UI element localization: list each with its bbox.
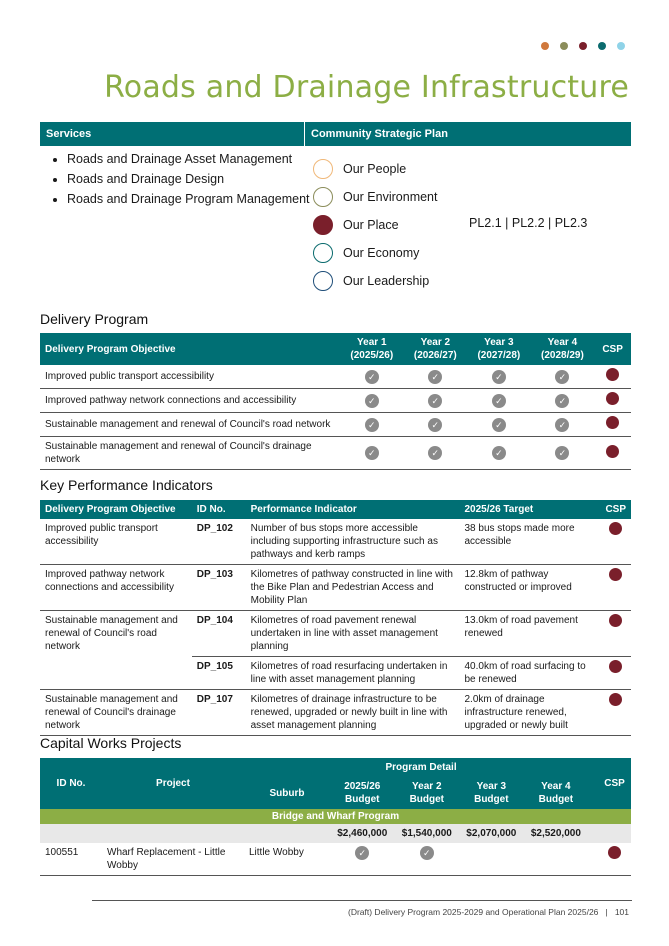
target-cell: 40.0km of road surfacing to be renewed — [459, 657, 600, 690]
csp-place-icon — [606, 416, 619, 429]
id-cell: DP_102 — [192, 519, 246, 565]
capital-title: Capital Works Projects — [40, 735, 182, 751]
col-y4: Year 4 (2028/29) — [531, 333, 595, 365]
page-title: Roads and Drainage Infrastructure — [104, 70, 629, 105]
table-row — [40, 611, 631, 657]
col-budget-4: Year 4 Budget — [524, 777, 589, 809]
total-cell: $2,070,000 — [466, 828, 517, 839]
indicator-cell: Kilometres of drainage infrastructure to be renewed, upgraded or newly built in line with asset management planning — [246, 690, 460, 736]
col-csp: CSP — [600, 500, 631, 519]
service-item: • Roads and Drainage Design — [67, 170, 312, 189]
col-csp: CSP — [594, 333, 631, 365]
page-number: 101 — [614, 907, 629, 917]
footer — [348, 907, 629, 917]
table-row — [40, 437, 631, 470]
csp-item — [313, 267, 437, 295]
csp-place-icon — [609, 522, 622, 535]
id-cell: DP_105 — [192, 657, 246, 690]
target-cell: 12.8km of pathway constructed or improved — [459, 565, 600, 611]
col-objective: Delivery Program Objective — [40, 333, 340, 365]
indicator-cell: Kilometres of pathway constructed in line with the Bike Plan and Pedestrian Access and Mobility Plan — [246, 565, 460, 611]
decor-dot — [617, 42, 625, 50]
objective-cell: Improved public transport accessibility — [40, 365, 340, 389]
objective-cell: Sustainable management and renewal of Council's road network — [40, 413, 340, 437]
check-icon: ✓ — [365, 370, 379, 384]
objective-cell: Improved public transport accessibility — [40, 519, 192, 565]
csp-place-icon — [609, 693, 622, 706]
col-indicator: Performance Indicator — [246, 500, 460, 519]
table-row — [40, 690, 631, 736]
table-row — [40, 413, 631, 437]
group-header: Bridge and Wharf Program — [40, 809, 631, 824]
check-icon: ✓ — [420, 846, 434, 860]
csp-circle-icon — [313, 159, 333, 179]
target-cell: 13.0km of road pavement renewed — [459, 611, 600, 657]
suburb-cell: Little Wobby — [244, 843, 330, 876]
col-suburb: Suburb — [244, 777, 330, 809]
csp-label: Our Environment — [343, 190, 438, 204]
csp-header: Community Strategic Plan — [311, 128, 448, 140]
csp-label: Our Leadership — [343, 274, 430, 288]
csp-place-icon — [608, 846, 621, 859]
id-cell: 100551 — [40, 843, 102, 876]
check-icon: ✓ — [365, 418, 379, 432]
program-detail-header: Program Detail — [244, 758, 598, 777]
col-id: ID No. — [192, 500, 246, 519]
decor-dot — [579, 42, 587, 50]
services-header: Services — [40, 122, 305, 146]
indicator-cell: Kilometres of road pavement renewal undertaken in line with asset management planning — [246, 611, 460, 657]
csp-place-icon — [609, 568, 622, 581]
check-icon: ✓ — [428, 418, 442, 432]
kpi-title: Key Performance Indicators — [40, 477, 213, 493]
footer-divider — [92, 900, 632, 901]
col-csp: CSP — [598, 758, 631, 809]
indicator-cell: Number of bus stops more accessible including supporting infrastructure such as pathways and kerb ramps — [246, 519, 460, 565]
csp-label: Our People — [343, 162, 407, 176]
decor-dot — [598, 42, 606, 50]
objective-cell: Sustainable management and renewal of Council's road network — [40, 611, 192, 690]
capital-table — [40, 758, 631, 876]
check-icon: ✓ — [555, 394, 569, 408]
table-row — [40, 519, 631, 565]
table-row — [40, 389, 631, 413]
total-cell: $2,460,000 — [337, 828, 388, 839]
total-cell: $1,540,000 — [401, 828, 452, 839]
csp-place-icon — [606, 368, 619, 381]
csp-place-icon — [606, 445, 619, 458]
decor-dot — [541, 42, 549, 50]
indicator-cell: Kilometres of road resurfacing undertaken in line with asset management planning — [246, 657, 460, 690]
csp-list — [313, 155, 437, 295]
service-item: • Roads and Drainage Asset Management — [67, 150, 312, 169]
objective-cell: Sustainable management and renewal of Council's drainage network — [40, 437, 340, 470]
objective-cell: Improved pathway network connections and accessibility — [40, 389, 340, 413]
csp-place-icon — [606, 392, 619, 405]
csp-label: Our Place — [343, 218, 399, 232]
check-icon: ✓ — [492, 394, 506, 408]
csp-place-icon — [609, 614, 622, 627]
check-icon: ✓ — [428, 370, 442, 384]
totals-row — [40, 824, 631, 843]
check-icon: ✓ — [428, 394, 442, 408]
col-budget-3: Year 3 Budget — [459, 777, 524, 809]
project-cell: Wharf Replacement - Little Wobby — [102, 843, 244, 876]
col-y2: Year 2 (2026/27) — [404, 333, 468, 365]
csp-place-icon — [609, 660, 622, 673]
csp-item — [313, 183, 437, 211]
footer-text: (Draft) Delivery Program 2025-2029 and Operational Plan 2025/26 — [347, 907, 599, 917]
csp-circle-icon — [313, 271, 333, 291]
footer-sep: | — [605, 907, 608, 917]
check-icon: ✓ — [555, 446, 569, 460]
col-objective: Delivery Program Objective — [40, 500, 192, 519]
check-icon: ✓ — [365, 446, 379, 460]
services-list — [45, 150, 312, 210]
kpi-table — [40, 500, 631, 736]
table-row — [40, 565, 631, 611]
decorative-dots — [541, 42, 625, 50]
col-y1: Year 1 (2025/26) — [340, 333, 404, 365]
delivery-title: Delivery Program — [40, 311, 149, 327]
csp-item — [313, 155, 437, 183]
col-project: Project — [102, 758, 244, 809]
place-refs: PL2.1 | PL2.2 | PL2.3 — [469, 216, 588, 230]
table-row — [40, 843, 631, 876]
csp-item — [313, 239, 437, 267]
check-icon: ✓ — [355, 846, 369, 860]
check-icon: ✓ — [428, 446, 442, 460]
check-icon: ✓ — [492, 370, 506, 384]
delivery-table — [40, 333, 631, 470]
col-id: ID No. — [40, 758, 102, 809]
id-cell: DP_107 — [192, 690, 246, 736]
target-cell: 2.0km of drainage infrastructure renewed, upgraded or newly built — [459, 690, 600, 736]
target-cell: 38 bus stops made more accessible — [459, 519, 600, 565]
csp-circle-icon — [313, 187, 333, 207]
col-budget-2: Year 2 Budget — [395, 777, 460, 809]
service-item: • Roads and Drainage Program Management — [67, 190, 312, 209]
col-y3: Year 3 (2027/28) — [467, 333, 531, 365]
total-cell: $2,520,000 — [530, 828, 581, 839]
col-budget-1: 2025/26 Budget — [330, 777, 395, 809]
csp-circle-icon — [313, 243, 333, 263]
check-icon: ✓ — [365, 394, 379, 408]
col-target: 2025/26 Target — [459, 500, 600, 519]
csp-label: Our Economy — [343, 246, 420, 260]
services-csp-header — [40, 122, 631, 146]
check-icon: ✓ — [555, 370, 569, 384]
id-cell: DP_103 — [192, 565, 246, 611]
table-row — [40, 365, 631, 389]
objective-cell: Improved pathway network connections and accessibility — [40, 565, 192, 611]
objective-cell: Sustainable management and renewal of Council's drainage network — [40, 690, 192, 736]
check-icon: ✓ — [492, 418, 506, 432]
decor-dot — [560, 42, 568, 50]
csp-circle-icon — [313, 215, 333, 235]
id-cell: DP_104 — [192, 611, 246, 657]
check-icon: ✓ — [492, 446, 506, 460]
csp-item — [313, 211, 437, 239]
check-icon: ✓ — [555, 418, 569, 432]
